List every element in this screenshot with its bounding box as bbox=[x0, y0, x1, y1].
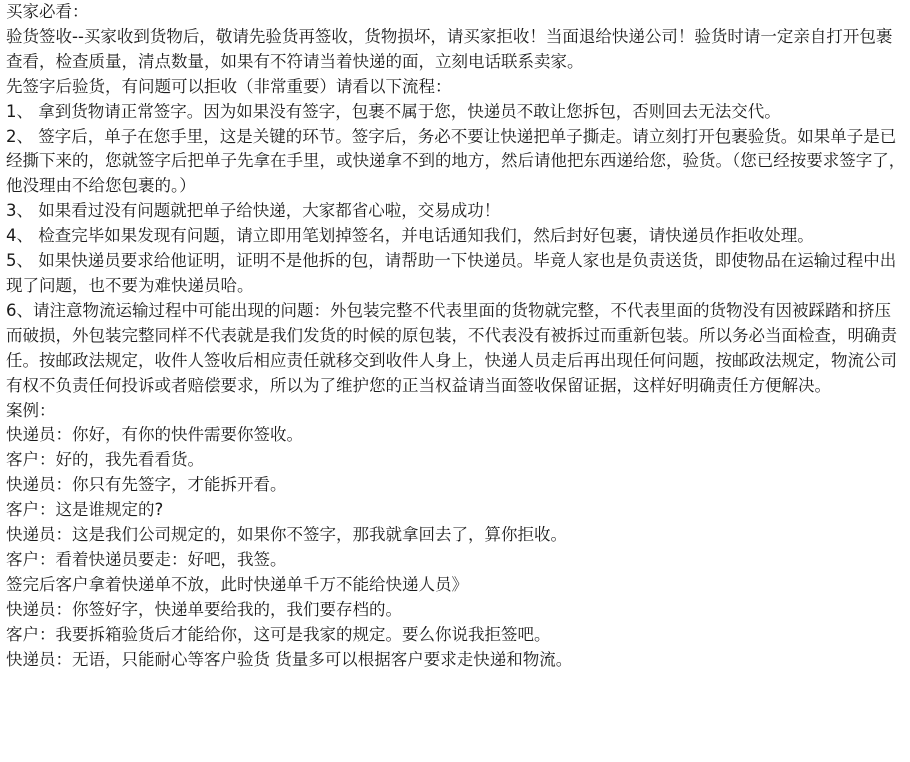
step-6: 6、请注意物流运输过程中可能出现的问题：外包装完整不代表里面的货物就完整，不代表里面的货物没有因被踩踏和挤压而破损，外包装完整同样不代表就是我们发货的时候的原包装，不代表没有被拆过而重新包装。所以务必当面检查，明确责任。按邮政法规定，收件人签收后相应责任就移交到收件人身上，快递人员走后再出现任何问题，按邮政法规定，物流公司有权不负责任何投诉或者赔偿要求，所以为了维护您的正当权益请当面签收保留证据，这样好明确责任方便解决。 bbox=[6, 300, 897, 395]
notice-heading: 买家必看： bbox=[6, 2, 89, 21]
dialogue-line: 客户：看着快递员要走：好吧，我签。 bbox=[6, 549, 287, 569]
dialogue-line: 快递员：你签好字，快递单要给我的，我们要存档的。 bbox=[6, 599, 402, 619]
dialogue-line: 快递员：你只有先签字，才能拆开看。 bbox=[6, 475, 287, 495]
dialogue-line: 签完后客户拿着快递单不放，此时快递单千万不能给快递人员》 bbox=[6, 574, 468, 594]
step-3: 3、 如果看过没有问题就把单子给快递，大家都省心啦，交易成功！ bbox=[6, 201, 501, 221]
intro-paragraph: 验货签收--买家收到货物后，敬请先验货再签收，货物损坏，请买家拒收！当面退给快递公司！验货时请一定亲自打开包裹查看，检查质量，清点数量，如果有不符请当着快递的面，立刻电话联系卖家。 bbox=[6, 26, 893, 71]
step-1: 1、 拿到货物请正常签字。因为如果没有签字，包裹不属于您，快递员不敢让您拆包，否则回去无法交代。 bbox=[6, 101, 781, 121]
process-title: 先签字后验货，有问题可以拒收（非常重要）请看以下流程： bbox=[6, 76, 452, 96]
step-2: 2、 签字后，单子在您手里，这是关键的环节。签字后，务必不要让快递把单子撕走。请立刻打开包裹验货。如果单子是已经撕下来的，您就签字后把单子先拿在手里，或快递拿不到的地方，然后请他把东西递给您，验货。（您已经按要求签字了，他没理由不给您包裹的。） bbox=[6, 126, 906, 196]
document-body bbox=[6, 0, 906, 672]
dialogue-line: 快递员：无语，只能耐心等客户验货 货量多可以根据客户要求走快递和物流。 bbox=[6, 649, 573, 669]
step-5: 5、 如果快递员要求给他证明，证明不是他拆的包，请帮助一下快递员。毕竟人家也是负责送货，即使物品在运输过程中出现了问题，也不要为难快递员哈。 bbox=[6, 251, 897, 295]
dialogue-line: 客户：我要拆箱验货后才能给你，这可是我家的规定。要么你说我拒签吧。 bbox=[6, 624, 551, 644]
dialogue-line: 快递员：这是我们公司规定的，如果你不签字，那我就拿回去了，算你拒收。 bbox=[6, 525, 567, 545]
step-4: 4、 检查完毕如果发现有问题，请立即用笔划掉签名，并电话通知我们，然后封好包裹，请快递员作拒收处理。 bbox=[6, 226, 814, 246]
dialogue-line: 客户：好的，我先看看货。 bbox=[6, 450, 204, 470]
example-title: 案例： bbox=[6, 400, 56, 420]
dialogue-line: 客户：这是谁规定的? bbox=[6, 500, 164, 520]
dialogue-line: 快递员：你好，有你的快件需要你签收。 bbox=[6, 425, 303, 445]
